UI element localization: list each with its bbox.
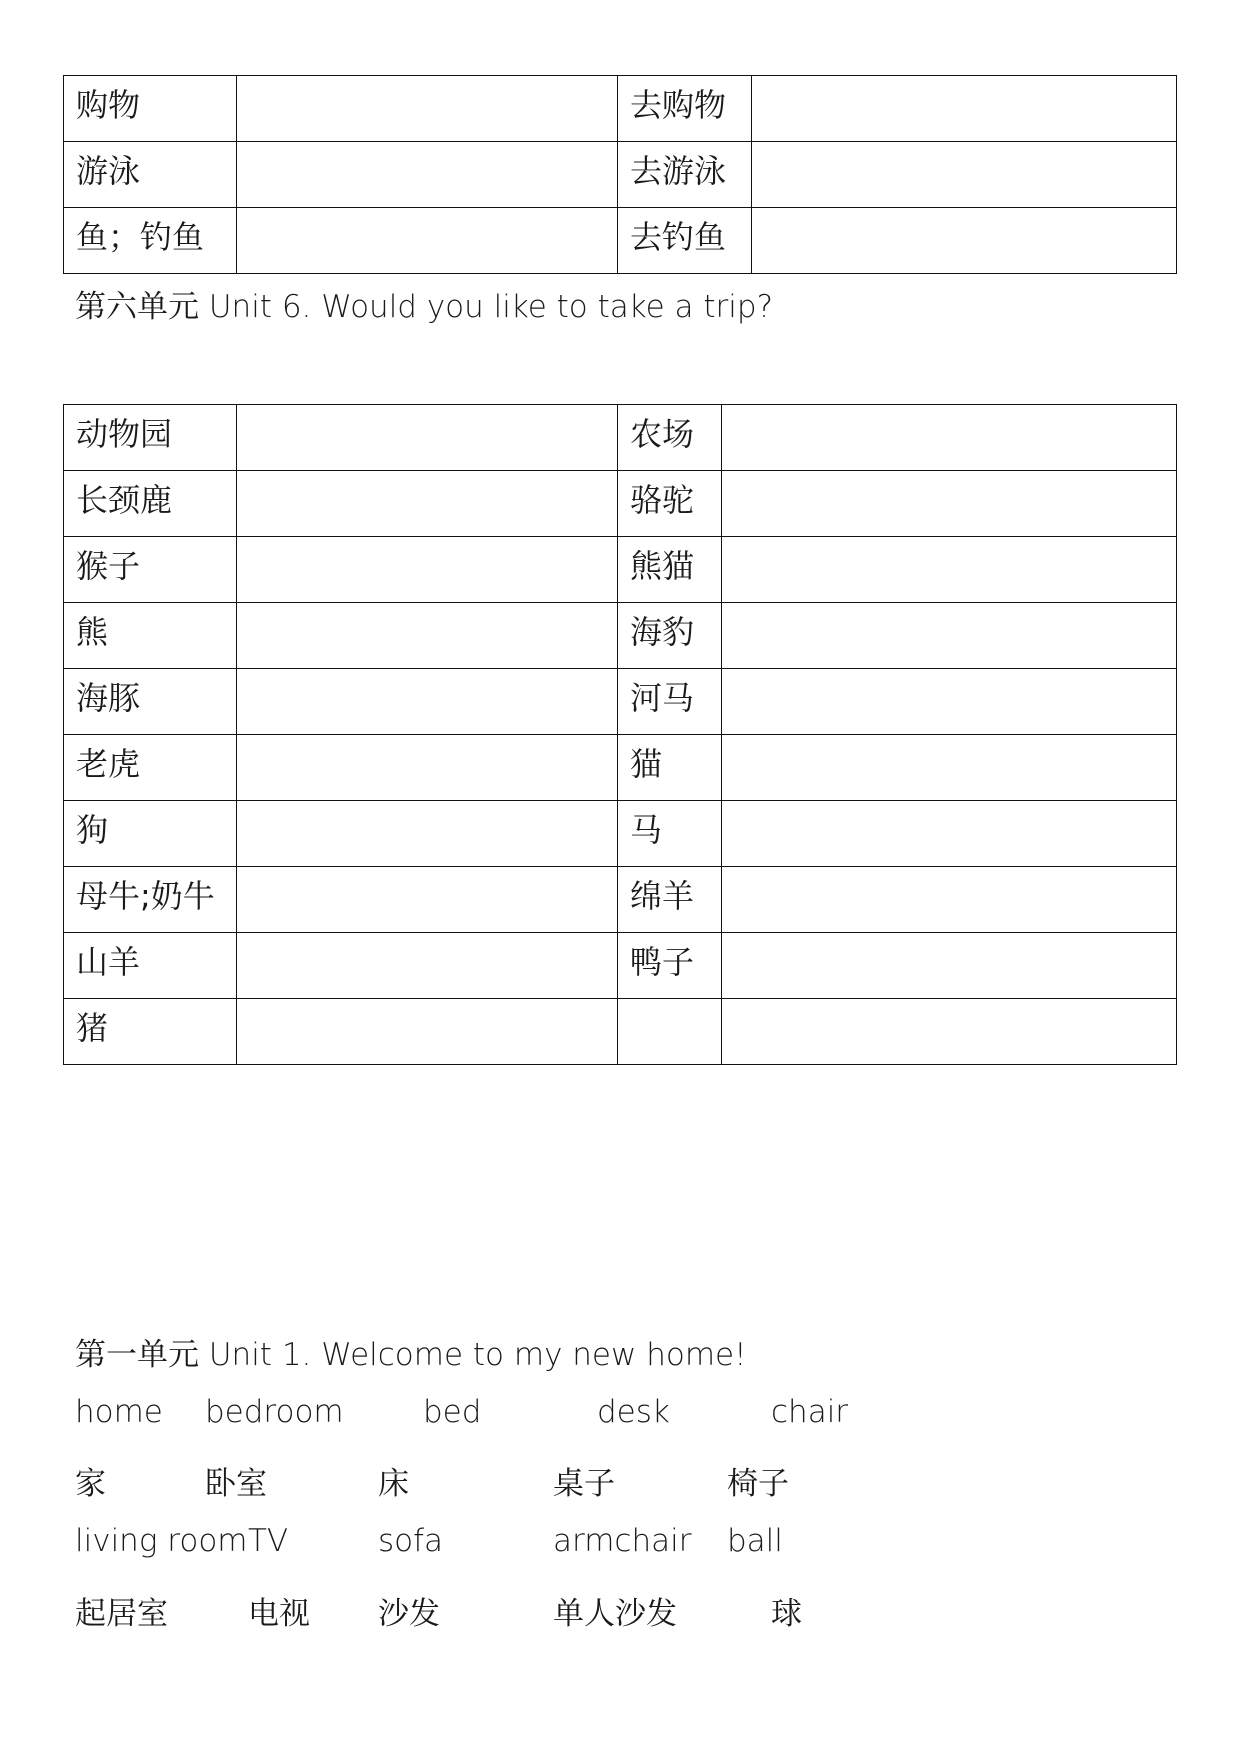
answer-cell[interactable] xyxy=(752,76,1177,142)
table-row xyxy=(64,933,1177,999)
answer-cell[interactable] xyxy=(237,405,618,471)
chinese-word-cell: 鸭子 xyxy=(618,933,722,999)
chinese-word-cell: 去游泳 xyxy=(618,142,752,208)
answer-cell[interactable] xyxy=(722,603,1177,669)
vocab-table-shopping xyxy=(63,75,1177,274)
answer-cell[interactable] xyxy=(752,142,1177,208)
chinese-word-cell: 农场 xyxy=(618,405,722,471)
table-row xyxy=(64,537,1177,603)
answer-cell[interactable] xyxy=(722,735,1177,801)
table-row xyxy=(64,405,1177,471)
table-row xyxy=(64,999,1177,1065)
answer-cell[interactable] xyxy=(237,933,618,999)
answer-cell[interactable] xyxy=(237,142,618,208)
answer-cell[interactable] xyxy=(237,208,618,274)
answer-cell[interactable] xyxy=(237,801,618,867)
chinese-word: 卧室 xyxy=(205,1466,267,1502)
answer-cell[interactable] xyxy=(237,669,618,735)
english-word: sofa xyxy=(378,1523,444,1559)
chinese-word-cell: 老虎 xyxy=(64,735,237,801)
answer-cell[interactable] xyxy=(722,801,1177,867)
chinese-word-cell: 狗 xyxy=(64,801,237,867)
answer-cell[interactable] xyxy=(722,405,1177,471)
chinese-word: 沙发 xyxy=(378,1596,440,1632)
chinese-word: 单人沙发 xyxy=(553,1596,677,1632)
table-row xyxy=(64,801,1177,867)
chinese-word-cell: 河马 xyxy=(618,669,722,735)
answer-cell[interactable] xyxy=(722,867,1177,933)
english-word: living room xyxy=(75,1523,248,1559)
chinese-word-cell: 山羊 xyxy=(64,933,237,999)
vocab-table-animals xyxy=(63,404,1177,1065)
table-row xyxy=(64,867,1177,933)
chinese-word-cell: 猫 xyxy=(618,735,722,801)
chinese-word-cell: 马 xyxy=(618,801,722,867)
chinese-word: 起居室 xyxy=(75,1596,168,1632)
chinese-word-cell: 海豚 xyxy=(64,669,237,735)
english-word: bed xyxy=(423,1394,482,1430)
chinese-word-cell: 猴子 xyxy=(64,537,237,603)
english-word: desk xyxy=(597,1394,670,1430)
answer-cell[interactable] xyxy=(237,537,618,603)
chinese-word: 电视 xyxy=(248,1596,310,1632)
chinese-word-cell: 骆驼 xyxy=(618,471,722,537)
chinese-word-cell: 购物 xyxy=(64,76,237,142)
chinese-word-cell: 母牛;奶牛 xyxy=(64,867,237,933)
chinese-word-cell: 游泳 xyxy=(64,142,237,208)
table-row xyxy=(64,669,1177,735)
chinese-word: 桌子 xyxy=(553,1466,615,1502)
english-word: ball xyxy=(727,1523,783,1559)
chinese-word: 椅子 xyxy=(727,1466,789,1502)
answer-cell[interactable] xyxy=(722,999,1177,1065)
chinese-word-cell: 去钓鱼 xyxy=(618,208,752,274)
table-row xyxy=(64,735,1177,801)
unit6-heading: 第六单元 Unit 6. Would you like to take a trip? xyxy=(75,289,774,325)
chinese-word-cell: 海豹 xyxy=(618,603,722,669)
answer-cell[interactable] xyxy=(237,735,618,801)
chinese-word-cell: 猪 xyxy=(64,999,237,1065)
answer-cell[interactable] xyxy=(237,999,618,1065)
chinese-word-cell: 熊 xyxy=(64,603,237,669)
english-word: bedroom xyxy=(205,1394,344,1430)
english-word: armchair xyxy=(553,1523,692,1559)
chinese-word-cell: 熊猫 xyxy=(618,537,722,603)
table-row xyxy=(64,603,1177,669)
table-row xyxy=(64,76,1177,142)
answer-cell[interactable] xyxy=(237,76,618,142)
answer-cell[interactable] xyxy=(722,471,1177,537)
chinese-word: 家 xyxy=(75,1466,106,1502)
answer-cell[interactable] xyxy=(752,208,1177,274)
table-row xyxy=(64,471,1177,537)
english-word: home xyxy=(75,1394,163,1430)
chinese-word-cell xyxy=(618,999,722,1065)
table-row xyxy=(64,208,1177,274)
chinese-word: 球 xyxy=(771,1596,802,1632)
chinese-word-cell: 去购物 xyxy=(618,76,752,142)
english-word: chair xyxy=(771,1394,849,1430)
answer-cell[interactable] xyxy=(237,471,618,537)
english-word: TV xyxy=(248,1523,289,1559)
answer-cell[interactable] xyxy=(237,867,618,933)
answer-cell[interactable] xyxy=(237,603,618,669)
answer-cell[interactable] xyxy=(722,933,1177,999)
chinese-word-cell: 绵羊 xyxy=(618,867,722,933)
chinese-word-cell: 长颈鹿 xyxy=(64,471,237,537)
answer-cell[interactable] xyxy=(722,669,1177,735)
unit1-heading: 第一单元 Unit 1. Welcome to my new home! xyxy=(75,1337,747,1373)
answer-cell[interactable] xyxy=(722,537,1177,603)
chinese-word-cell: 动物园 xyxy=(64,405,237,471)
table-row xyxy=(64,142,1177,208)
chinese-word-cell: 鱼；钓鱼 xyxy=(64,208,237,274)
chinese-word: 床 xyxy=(378,1466,409,1502)
